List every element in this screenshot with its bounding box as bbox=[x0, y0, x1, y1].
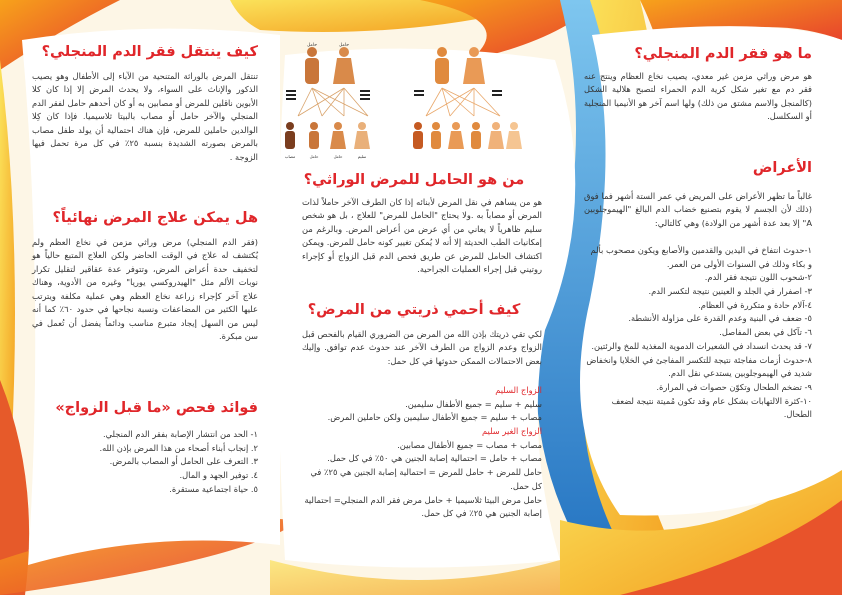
list-item: مصاب + سليم = جميع الأطفال سليمين ولكن حاملين المرض. bbox=[327, 412, 542, 423]
list-item: ٤-آلام حادة و متكررة في العظام. bbox=[698, 299, 812, 310]
list-item: ٣- اصفرار في الجلد و العينين نتيجة لتكسر الدم. bbox=[648, 286, 812, 297]
list-item: ٢-شحوب اللون نتيجة فقر الدم. bbox=[704, 272, 812, 283]
label-parent-right: حامل bbox=[339, 43, 349, 48]
heading-protect: كيف أحمي ذريتي من المرض؟ bbox=[307, 302, 521, 318]
heading-cure: هل يمكن علاج المرض نهائياً؟ bbox=[52, 210, 258, 226]
list-item: حامل للمرض + حامل للمرض = احتمالية إصابة الجنين هي ٢٥٪ في كل حمل. bbox=[310, 467, 542, 491]
symptoms-list bbox=[584, 244, 812, 422]
list-item: مصاب + حامل = احتمالية إصابة الجنين هي ٥٠٪ في كل حمل. bbox=[327, 453, 542, 464]
diagram-left bbox=[285, 43, 370, 159]
list-item: ٦- تآكل في بعض المفاصل. bbox=[719, 327, 812, 338]
list-item: ٤. توفير الجهد و المال. bbox=[179, 470, 258, 481]
heading-symptoms: الأعراض bbox=[752, 160, 812, 176]
protect-text: لكي تقي ذريتك بإذن الله من المرض من الضروري القيام بالفحص قبل الزواج وعدم الزواج من الطرف الآخر عند حدوث عدم توافق. وإليك بعض الاحتمالات الممكن حدوثها في كل حمل: bbox=[302, 329, 542, 366]
list-item: ٥. حياة اجتماعية مستقرة. bbox=[169, 483, 258, 494]
right-panel bbox=[552, 0, 842, 595]
list-item: ٧- قد يحدث انسداد في الشعيرات الدموية المغذية للمخ والرئتين. bbox=[591, 340, 812, 351]
list-item: ١- الحد من انتشار الإصابة بفقر الدم المنجلي. bbox=[102, 429, 258, 439]
label-child-2: حامل bbox=[309, 154, 319, 159]
carrier-text: هو من يساهم في نقل المرض لأبنائه إذا كان الطرف الآخر حاملاً لذات المرض أو مصاباً به .ولا يحتاج "الحامل للمرض" للعلاج ، بل هو شخص سليم ظاهرياً لا يعاني من أي عرض من أعراض المرض. وبالرغم من إمكانيات الطب الحديثة إلا أنه لا يُمكن تغيير كونه حامل للمرض. ويمكن اكتشاف الحامل للمرض عن طريق فحص الدم قبل الزواج أو كإجراء روتيني قبل إجراء العمليات الجراحية. bbox=[302, 197, 542, 275]
list-item: ٥- ضعف في البنية وعدم القدرة على مزاولة الأنشطة. bbox=[628, 313, 812, 324]
safe-marriage-title: الزواج السليم bbox=[495, 385, 542, 395]
list-item: حامل مرض البيتا ثلاسيميا + حامل مرض فقر الدم المنجلي= احتمالية إصابة الجنين هي ٢٥٪ في كل حمل. bbox=[304, 494, 542, 519]
list-item: ٣. التعرف على الحامل أو المصاب بالمرض. bbox=[109, 456, 258, 467]
heading-carrier: من هو الحامل للمرض الوراثي؟ bbox=[303, 172, 525, 188]
list-item: ٩- تضخم الطحال وتكوّن حصوات في المرارة. bbox=[656, 381, 812, 392]
label-parent-left: حامل bbox=[307, 43, 317, 48]
list-item: مصاب + مصاب = جميع الأطفال مصابين. bbox=[397, 439, 542, 450]
heading-transmission: كيف ينتقل فقر الدم المنجلي؟ bbox=[41, 44, 258, 60]
label-child-4: سليم bbox=[357, 154, 367, 159]
intro-text: هو مرض وراثي مزمن غير معدي، يصيب نخاع العظام وينتج عنه فقر دم مع تغير شكل كرية الدم الحمراء لتصبح هلالية الشكل (كالمنجل والاسم مشتق من ذلك) ولها اسم آخر هو الأنيميا المنجلية أو السكلسل. bbox=[584, 71, 812, 122]
list-item: ١-حدوث انتفاخ في اليدين والقدمين والأصابع ويكون مصحوب بألم و بكاء وذلك في السنوات الأولى من العمر. bbox=[590, 245, 812, 269]
heading-what-is: ما هو فقر الدم المنجلي؟ bbox=[634, 46, 812, 62]
list-item: ١٠-كثرة الالتهابات بشكل عام وقد تكون مُميتة نتيجة لضعف الطحال. bbox=[611, 395, 812, 420]
cure-text: (فقر الدم المنجلي) مرض وراثي مزمن في نخاع العظم ولم يُكتشف له علاج في الوقت الحاضر ولكن العلاج المتبع حالياً هو لتخفيف حدة أعراض المرض، وتتوفر عدة عقاقير لتقليل تكرار نوبات الألم مثل "الهيدروكسي يوريا" وغيره من الأدوية، وهناك علاج آخر كإجراء زراعة نخاع العظم وهي عملية مكلفة ويترتب عليها الكثير من المضاعفات ونسبة نجاحها في حدود ٦٠٪ كما أنه ليس من السهل إيجاد متبرع مناسب ودائماً يفضل أن تُعمل في سن مبكرة. bbox=[32, 237, 258, 342]
diagram-right bbox=[413, 47, 522, 149]
label-child-3: حامل bbox=[333, 154, 343, 159]
unsafe-marriage-title: الزواج الغير سليم bbox=[482, 426, 542, 437]
list-item: ٢. إنجاب أبناء أصحاء من هذا المرض بإذن الله. bbox=[99, 442, 258, 453]
transmission-text: تنتقل المرض بالوراثة المتنحية من الآباء إلى الأطفال وهو يصيب الذكور والإناث على السواء، ولا يحدث المرض إلا إذا كان كلا الأبوين ناقلين للمرض أو مصابين به أو كان أحدهم حامل لفقر الدم المنجلي والآخر حامل أو مصاب بالبيتا ثلاسيميا. فإذا كان كِلا الوالدين حاملين للمرض، فإن هناك احتمالية أن يولد طفل مصاب بالمرض بصورته الشديدة بنسبة ٢٥٪ في كل مرة تحمل فيها الزوجة . bbox=[32, 71, 258, 162]
marriage-list bbox=[302, 384, 542, 521]
list-item: ٨-حدوث أزمات مفاجئة نتيجة للتكسر المفاجئ في الخلايا وانخفاض شديد في الهيموجلوبين يستدعي نقل الدم. bbox=[586, 354, 812, 379]
label-child-1: مصاب bbox=[284, 154, 296, 159]
left-panel bbox=[0, 0, 280, 595]
inheritance-diagram bbox=[284, 38, 542, 163]
heading-benefits: فوائد فحص «ما قبل الزواج» bbox=[55, 400, 258, 416]
benefits-list bbox=[32, 428, 258, 496]
list-item: سليم + سليم = جميع الأطفال سليمين. bbox=[405, 398, 542, 409]
symptoms-intro: غالباً ما تظهر الأعراض على المريض في عمر الستة أشهر فما فوق (ذلك لأن الجسم لا يقوم بتصنيع خضاب الدم البالغ "الهيموجلوبين A" إلا بعد عدة أشهر من الولادة) وهي كالتالي: bbox=[584, 191, 812, 228]
middle-panel bbox=[280, 0, 562, 595]
